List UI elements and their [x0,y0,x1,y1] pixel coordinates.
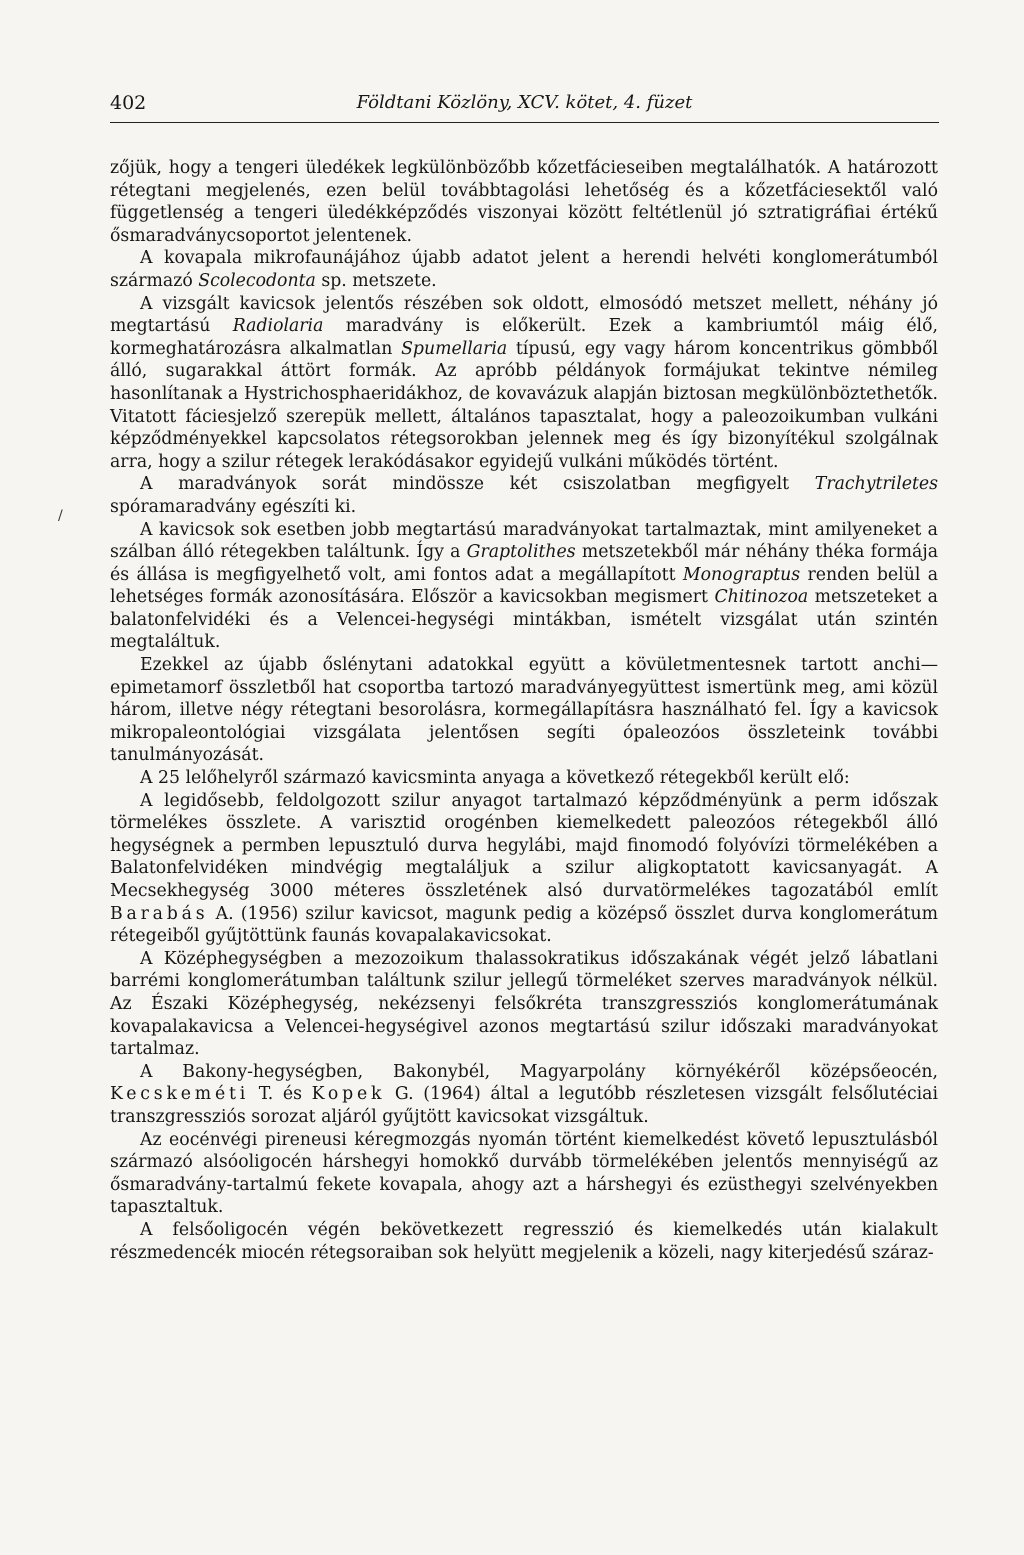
paragraph: A Középhegységben a mezozoikum thalassokratikus időszakának végét jelző lábatlani barrémi konglomerátumban találtunk szilur jellegű törmeléket szerves maradványok nélkül. Az Északi Középhegység, nekézsenyi felsőkréta transzgressziós konglomerátumának kovapalakavicsa a Velencei-hegységivel azonos megtartású szilur időszaki maradványokat tartalmaz. [110,948,938,1060]
text-run: A Bakony-hegységben, Bakonybél, Magyarpolány környékéről középsőeocén, [140,1061,938,1082]
taxon-name: Graptolithes [466,542,576,563]
paragraph: A 25 lelőhelyről származó kavicsminta anyaga a következő rétegekből került elő: [140,768,850,789]
paragraph: zőjük, hogy a tengeri üledékek legkülönbözőbb kőzetfácieseiben megtalálhatók. A határozott rétegtani megjelenés, ezen belül továbbtagolási lehetőség és a kőzetfáciesektől való függetlenség a tengeri üledékképződés viszonyai között feltétlenül jó sztratigráfiai értékű ősmaradványcsoportot jelentenek. [110,158,938,246]
text-run: renden belül a lehetséges formák azonosítására. Először a kavicsokban megismert [110,564,938,608]
paragraph [110,247,938,292]
text-run: A. (1956) szilur kavicsot, magunk pedig a középső összlet durva konglomerátum rétegeiből gyűjtöttünk faunás kovapalakavicsokat. [110,903,938,947]
text-run: A kovapala mikrofaunájához újabb adatot jelent a herendi helvéti konglomerátumból származó [110,248,938,291]
author-name: Kecskeméti [110,1084,250,1105]
paragraph: Az eocénvégi pireneusi kéregmozgás nyomán történt kiemelkedést követő lepusztulásból származó alsóoligocén hárshegyi homokkő durvább törmelékében jelentős mennyiségű az ősmaradvány-tartalmú fekete kovapala, ahogy azt a hárshegyi és ezüsthegyi szelvényekben tapasztaltuk. [110,1129,938,1218]
paragraph [110,519,938,655]
text-run: A legidősebb, feldolgozott szilur anyagot tartalmazó képződményünk a perm időszak törmelékes összlete. A varisztid orogénben kiemelkedett paleozóos rétegekből álló hegységnek a permben lepusztuló durva hegylábi, majd finomodó folyóvízi törmelékében a Balatonfelvidéken mindvégig megtaláljuk a szilur aligkoptatott kavicsanyagát. A Mecsekhegység 3000 méteres összletének alsó durvatörmelékes tagozatából említ [110,790,938,901]
paragraph: A felsőoligocén végén bekövetkezett regresszió és kiemelkedés után kialakult részmedencék miocén rétegsoraiban sok helyütt megjelenik a közeli, nagy kiterjedésű száraz- [110,1219,938,1263]
text-run: A maradványok sorát mindössze két csiszolatban megfigyelt [140,474,815,495]
running-title: Földtani Közlöny, XCV. kötet, 4. füzet [356,92,693,113]
paragraph [110,473,938,518]
text-run: típusú, egy vagy három koncentrikus gömbből álló, sugarakkal áttört formák. Az apróbb példányok formájukat tekintve némileg hasonlítanak a Hystrichosphaeridákhoz, de kovavázuk alapján biztosan megkülönböztethetők. Vitatott fáciesjelző szerepük mellett, általános tapasztalat, hogy a paleozoikumban vulkáni képződményekkel kapcsolatos rétegsorokban jelennek meg és így bizonyítékul szolgálnak arra, hogy a szilur rétegek lerakódásakor egyidejű vulkáni működés történt. [110,338,938,472]
text-run: metszetekből már néhány théka formája és állása is megfigyelhető volt, ami fontos adat a megállapított [110,542,939,585]
taxon-name: Trachytriletes [814,474,938,495]
text-run: G. (1964) által a legutóbb részletesen vizsgált felsőlutéciai transzgressziós sorozat aljáról gyűjtött kavicsokat vizsgáltuk. [110,1084,938,1127]
taxon-name: Spumellaria [401,338,508,359]
paragraph [110,790,938,948]
text-run: spóramaradvány egészíti ki. [110,496,357,517]
text-run: T. és [249,1084,312,1105]
paragraph: Ezekkel az újabb őslénytani adatokkal együtt a kövületmentesnek tartott anchi—epimetamorf összletből hat csoportba tartozó maradványegyüttest ismertünk meg, ami közül három, illetve négy rétegtani besorolásra, kormegállapításra használható fel. Így a kavicsok mikropaleontológiai vizsgálata jelentősen segíti ópaleozóos összleteink további tanulmányozását. [110,655,938,766]
text-run: sp. metszete. [315,270,437,291]
text-run: metszeteket a balatonfelvidéki és a Velencei-hegységi mintákban, ismételt vizsgálat után szintén megtaláltuk. [110,587,938,653]
page-number: 402 [110,92,147,114]
margin-mark: / [58,508,63,524]
page-header [110,92,939,123]
taxon-name: Radiolaria [232,316,324,337]
author-name: Kopek [311,1084,386,1105]
taxon-name: Chitinozoa [714,587,809,608]
paragraph [110,293,938,474]
text-run: A vizsgált kavicsok jelentős részében sok oldott, elmosódó metszet mellett, néhány jó megtartású [110,293,938,337]
body-text [110,157,938,1264]
text-run: A kavicsok sok esetben jobb megtartású maradványokat tartalmaztak, mint amilyeneket a szálban álló rétegekben találtunk. Így a [110,519,938,563]
paragraph [110,1061,938,1129]
taxon-name: Scolecodonta [198,270,316,291]
text-run: maradvány is előkerült. Ezek a kambriumtól máig élő, kormeghatározásra alkalmatlan [110,316,938,359]
author-name: Barabás [110,903,209,924]
taxon-name: Monograptus [682,564,801,585]
